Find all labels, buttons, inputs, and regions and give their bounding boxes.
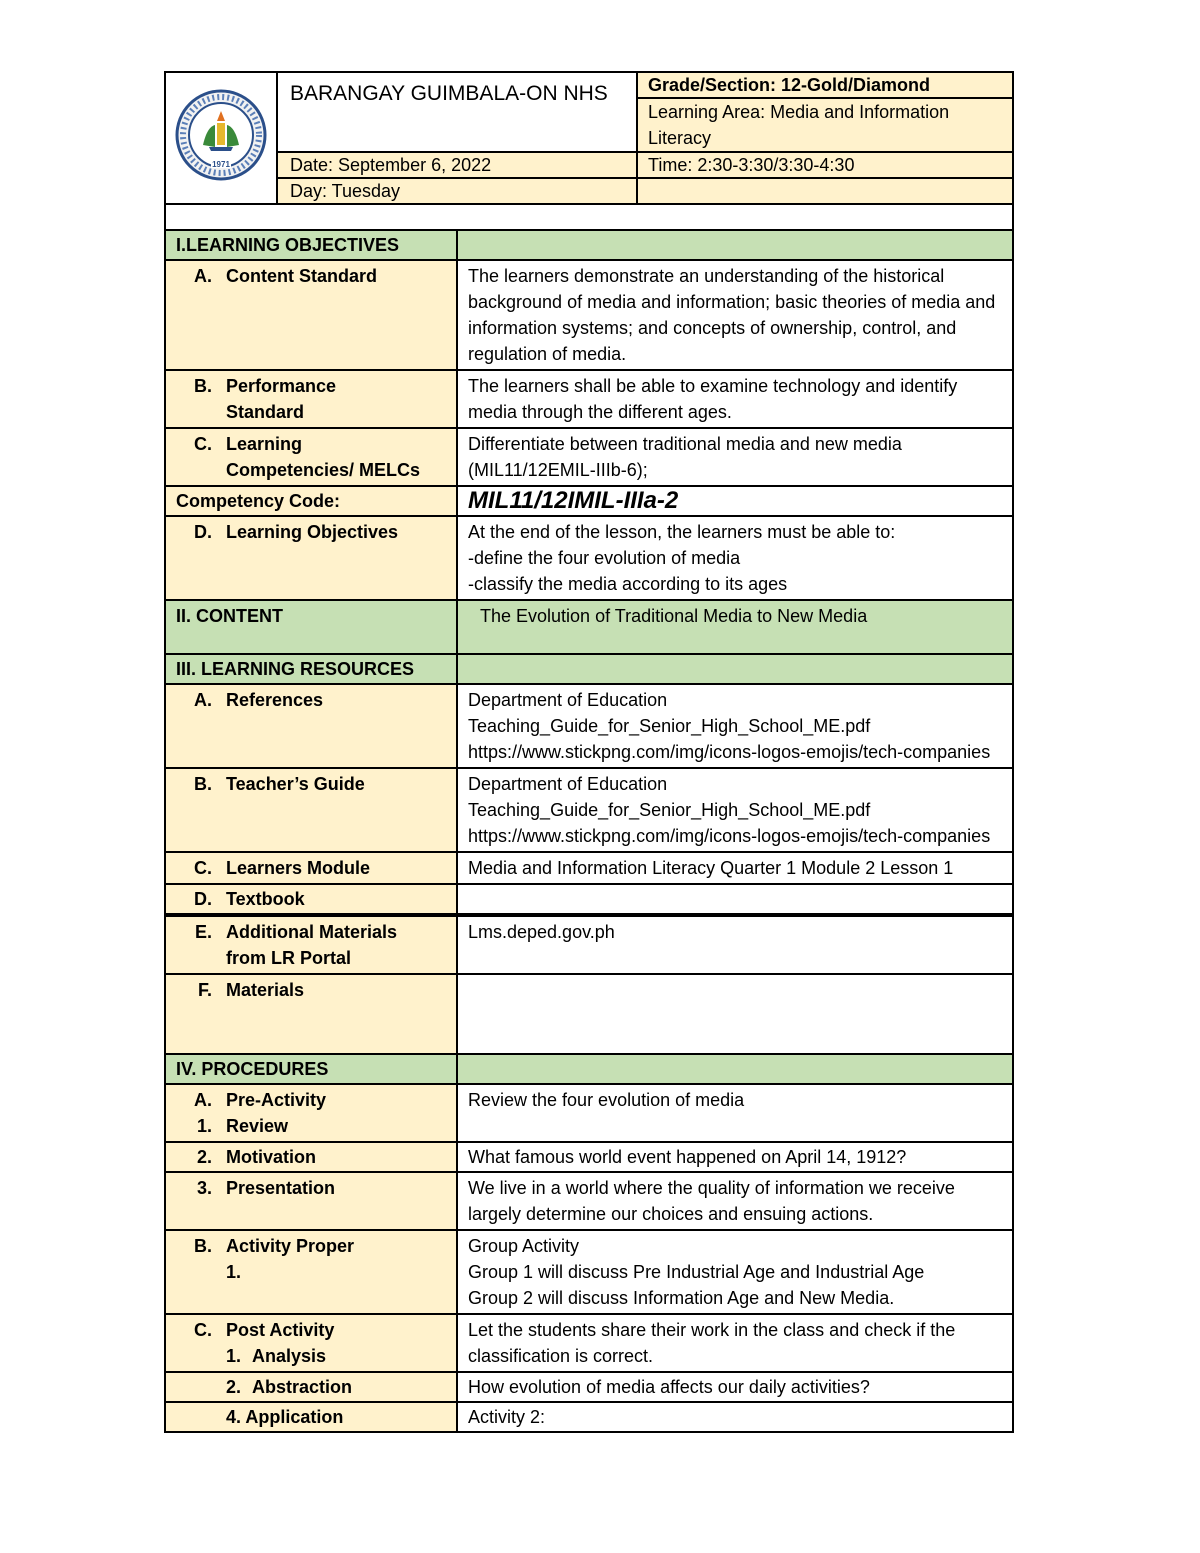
teachers-guide-text [457, 768, 1013, 852]
competency-code: MIL11/12IMIL-IIIa-2 [457, 486, 1013, 516]
row-additional-materials-label: E. Additional Materials from LR Portal [165, 915, 457, 974]
activity-line: Group Activity [468, 1236, 580, 1256]
materials-text [457, 974, 1013, 1054]
row-abstraction-label: 2. Abstraction [165, 1372, 457, 1402]
row-activity-proper-label: B. Activity Proper 1. [165, 1230, 457, 1314]
row-learners-module-label: C. Learners Module [165, 852, 457, 884]
lesson-time: Time: 2:30-3:30/3:30-4:30 [637, 152, 1013, 178]
objectives-line: -classify the media according to its ages [468, 574, 788, 594]
section-objectives: I.LEARNING OBJECTIVES [165, 230, 457, 260]
row-references-label: A. References [165, 684, 457, 768]
row-content-standard-label: A. Content Standard [165, 260, 457, 370]
guide-link[interactable]: https://www.stickpng.com/img/icons-logos-emojis/tech-companies [468, 826, 991, 846]
section-content: II. CONTENT [165, 600, 457, 654]
content-standard-text: The learners demonstrate an understanding of the historical background of media and information; basic theories of media and information systems; and concepts of ownership, control, and regulation of media. [457, 260, 1013, 370]
review-text: Review the four evolution of media [457, 1084, 1013, 1142]
row-teachers-guide-label: B. Teacher’s Guide [165, 768, 457, 852]
learning-objectives-text [457, 516, 1013, 600]
row-post-activity-label: C. Post Activity 1. Analysis [165, 1314, 457, 1372]
header-table [164, 71, 1014, 205]
motivation-text: What famous world event happened on April 14, 1912? [457, 1142, 1013, 1172]
spacer-row [165, 204, 1013, 230]
lesson-day: Day: Tuesday [277, 178, 637, 204]
presentation-text: We live in a world where the quality of information we receive largely determine our choices and ensuing actions. [457, 1172, 1013, 1230]
textbook-text [457, 884, 1013, 915]
grade-section: Grade/Section: 12-Gold/Diamond [637, 72, 1013, 98]
reference-link[interactable]: https://www.stickpng.com/img/icons-logos-emojis/tech-companies [468, 742, 991, 762]
section-procedures-blank [457, 1054, 1013, 1084]
row-presentation-label: 3. Presentation [165, 1172, 457, 1230]
row-performance-label: B. Performance Standard [165, 370, 457, 428]
empty-header-cell [637, 178, 1013, 204]
lesson-plan-document [164, 71, 1012, 1433]
row-textbook-label: D. Textbook [165, 884, 457, 915]
guide-line: Department of Education [468, 774, 668, 794]
school-name: BARANGAY GUIMBALA-ON NHS [277, 72, 637, 152]
school-logo-cell [165, 72, 277, 204]
row-pre-activity-label: A. Pre-Activity 1. Review [165, 1084, 457, 1142]
references-text [457, 684, 1013, 768]
content-text: The Evolution of Traditional Media to New Media [457, 600, 1013, 654]
row-competencies-label: C. Learning Competencies/ MELCs [165, 428, 457, 486]
lesson-date: Date: September 6, 2022 [277, 152, 637, 178]
application-text: Activity 2: [457, 1402, 1013, 1432]
objectives-line: At the end of the lesson, the learners must be able to: [468, 522, 896, 542]
lesson-table [164, 203, 1014, 1433]
row-learning-objectives-label: D. Learning Objectives [165, 516, 457, 600]
section-resources-blank [457, 654, 1013, 684]
school-seal-icon [173, 87, 269, 183]
reference-line: Department of Education [468, 690, 668, 710]
competencies-text: Differentiate between traditional media and new media (MIL11/12EMIL-IIIb-6); [457, 428, 1013, 486]
row-motivation-label: 2. Motivation [165, 1142, 457, 1172]
section-resources: III. LEARNING RESOURCES [165, 654, 457, 684]
activity-line: Group 1 will discuss Pre Industrial Age and Industrial Age [468, 1262, 925, 1282]
row-application-label: 4. Application [165, 1402, 457, 1432]
learning-area: Learning Area: Media and Information Literacy [637, 98, 1013, 152]
performance-standard-text: The learners shall be able to examine technology and identify media through the different ages. [457, 370, 1013, 428]
additional-materials-link[interactable]: Lms.deped.gov.ph [457, 915, 1013, 974]
row-materials-label: F. Materials [165, 974, 457, 1054]
activity-proper-text [457, 1230, 1013, 1314]
objectives-line: -define the four evolution of media [468, 548, 741, 568]
learners-module-text: Media and Information Literacy Quarter 1 Module 2 Lesson 1 [457, 852, 1013, 884]
activity-line: Group 2 will discuss Information Age and New Media. [468, 1288, 895, 1308]
analysis-text: Let the students share their work in the class and check if the classification is correct. [457, 1314, 1013, 1372]
logo-year: 1971 [212, 159, 230, 169]
section-procedures: IV. PROCEDURES [165, 1054, 457, 1084]
section-objectives-blank [457, 230, 1013, 260]
abstraction-text: How evolution of media affects our daily activities? [457, 1372, 1013, 1402]
reference-line: Teaching_Guide_for_Senior_High_School_ME.pdf [468, 716, 871, 736]
guide-line: Teaching_Guide_for_Senior_High_School_ME.pdf [468, 800, 871, 820]
competency-code-label: Competency Code: [165, 486, 457, 516]
